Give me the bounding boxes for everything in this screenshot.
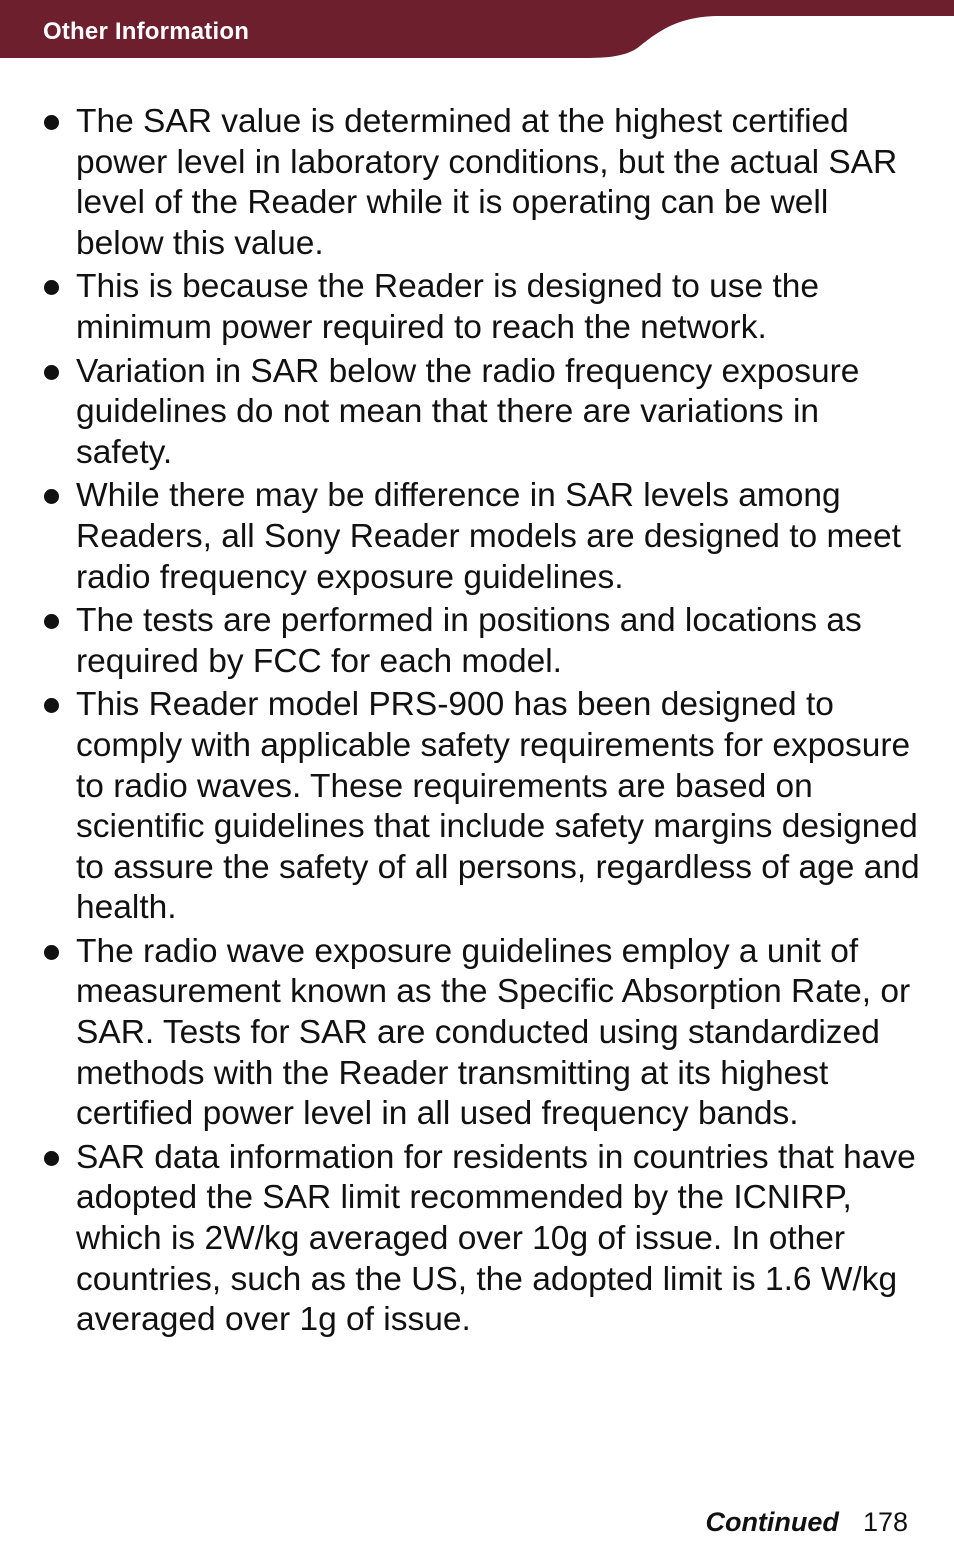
bullet-icon <box>44 945 59 960</box>
list-item-text: The SAR value is determined at the highest certified power level in laboratory conditions, but the actual SAR level of the Reader while it is operating can be well below this value. <box>76 103 898 262</box>
list-item <box>42 267 922 348</box>
list-item <box>42 601 922 682</box>
section-title: Other Information <box>43 18 250 45</box>
continued-label: Continued <box>705 1507 839 1537</box>
list-item <box>42 352 922 474</box>
bullet-list <box>42 102 922 1344</box>
bullet-icon <box>44 365 59 380</box>
list-item-text: Variation in SAR below the radio frequency exposure guidelines do not mean that there are variations in safety. <box>76 352 860 471</box>
page-number: 178 <box>862 1507 908 1537</box>
list-item-text: The radio wave exposure guidelines employ a unit of measurement known as the Specific Absorption Rate, or SAR. Tests for SAR are conducted using standardized methods with the Reader transmitting at its highest certified power level in all used frequency bands. <box>76 932 911 1133</box>
list-item <box>42 476 922 598</box>
bullet-icon <box>44 489 59 504</box>
list-item <box>42 685 922 929</box>
page-footer <box>705 1505 908 1539</box>
bullet-icon <box>44 1151 59 1166</box>
list-item-text: SAR data information for residents in countries that have adopted the SAR limit recommended by the ICNIRP, which is 2W/kg averaged over 10g of issue. In other countries, such as the US, the adopted limit is 1.6 W/kg averaged over 1g of issue. <box>76 1138 916 1339</box>
list-item-text: This is because the Reader is designed to use the minimum power required to reach the network. <box>76 268 820 346</box>
bullet-icon <box>44 698 59 713</box>
list-item <box>42 1138 922 1341</box>
bullet-icon <box>44 115 59 130</box>
bullet-icon <box>44 614 59 629</box>
list-item <box>42 932 922 1135</box>
list-item-text: While there may be difference in SAR levels among Readers, all Sony Reader models are designed to meet radio frequency exposure guidelines. <box>76 477 901 596</box>
list-item <box>42 102 922 264</box>
list-item-text: The tests are performed in positions and locations as required by FCC for each model. <box>76 602 862 680</box>
section-header <box>0 0 954 58</box>
list-item-text: This Reader model PRS-900 has been designed to comply with applicable safety requirements for exposure to radio waves. These requirements are based on scientific guidelines that include safety margins designed to assure the safety of all persons, regardless of age and health. <box>76 686 920 927</box>
bullet-icon <box>44 280 59 295</box>
